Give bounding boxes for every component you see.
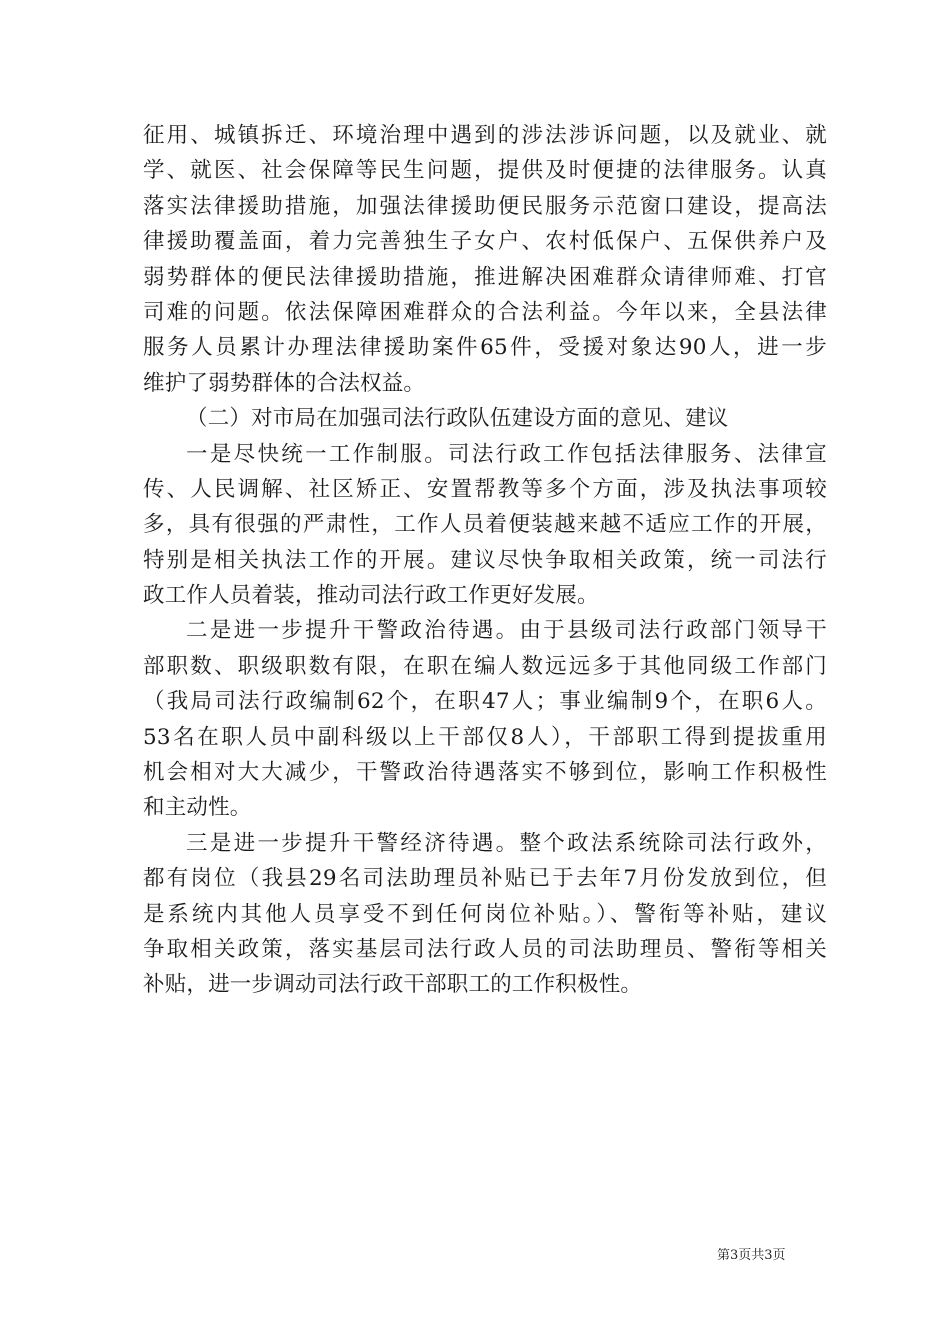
body-text-line: 服务人员累计办理法律援助案件65件，受援对象达90人，进一步: [143, 335, 827, 361]
body-text-line: 争取相关政策，落实基层司法行政人员的司法助理员、警衔等相关: [143, 936, 827, 962]
body-text-line: 传、人民调解、社区矫正、安置帮教等多个方面，涉及执法事项较: [143, 476, 827, 502]
page-number: 第3页共3页: [717, 1248, 786, 1263]
body-text-line: 弱势群体的便民法律援助措施，推进解决困难群众请律师难、打官: [143, 264, 827, 290]
body-text-line: 特别是相关执法工作的开展。建议尽快争取相关政策，统一司法行: [143, 547, 827, 573]
document-body: [143, 118, 827, 1003]
body-text-line: 学、就医、社会保障等民生问题，提供及时便捷的法律服务。认真: [143, 158, 827, 184]
body-text-line: （我局司法行政编制62个，在职47人；事业编制9个，在职6人。: [143, 689, 827, 715]
body-text-line: 部职数、职级职数有限，在职在编人数远远多于其他同级工作部门: [143, 653, 827, 679]
body-text-line: 和主动性。: [143, 795, 252, 821]
body-text-line: 都有岗位（我县29名司法助理员补贴已于去年7月份发放到位，但: [143, 866, 827, 892]
body-text-line: 补贴，进一步调动司法行政干部职工的工作积极性。: [143, 972, 643, 998]
body-text-line: 落实法律援助措施，加强法律援助便民服务示范窗口建设，提高法: [143, 193, 827, 219]
body-text-line: 征用、城镇拆迁、环境治理中遇到的涉法涉诉问题，以及就业、就: [143, 123, 827, 148]
body-text-line: 一是尽快统一工作制服。司法行政工作包括法律服务、法律宣: [186, 441, 827, 467]
body-text-line: 53名在职人员中副科级以上干部仅8人），干部职工得到提拔重用: [143, 724, 827, 750]
body-text-line: 多，具有很强的严肃性，工作人员着便装越来越不适应工作的开展，: [143, 512, 827, 538]
body-text-line: 是系统内其他人员享受不到任何岗位补贴。）、警衔等补贴，建议: [143, 901, 827, 927]
body-text-line: 律援助覆盖面，着力完善独生子女户、农村低保户、五保供养户及: [143, 229, 827, 255]
body-text-line: 三是进一步提升干警经济待遇。整个政法系统除司法行政外，: [186, 830, 827, 856]
body-text-line: 政工作人员着装，推动司法行政工作更好发展。: [143, 583, 599, 609]
body-text-line: 机会相对大大减少，干警政治待遇落实不够到位，影响工作积极性: [143, 760, 827, 786]
body-text-line: 二是进一步提升干警政治待遇。由于县级司法行政部门领导干: [186, 618, 827, 644]
body-text-line: 维护了弱势群体的合法权益。: [143, 370, 426, 396]
body-text-line: 司难的问题。依法保障困难群众的合法利益。今年以来，全县法律: [143, 299, 827, 325]
body-text-line: （二）对市局在加强司法行政队伍建设方面的意见、建议: [186, 406, 729, 432]
